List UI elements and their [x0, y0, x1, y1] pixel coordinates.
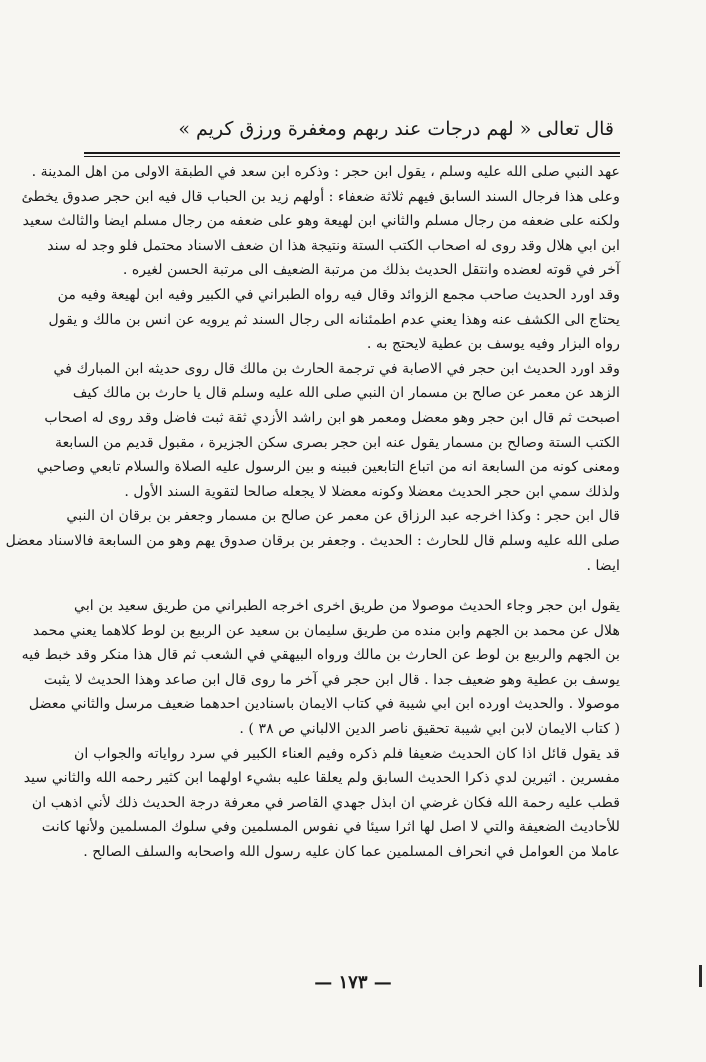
text-line: ايضا .	[586, 557, 620, 574]
text-line: موصولا . والحديث اورده ابن ابي شيبة في كتاب الايمان باسنادين احدهما ضعيف مرسل والثاني معضل	[28, 696, 620, 713]
header-rule-thin	[84, 156, 620, 157]
text-line: الكتب الستة وصالح بن مسمار يقول عنه ابن حجر بصرى سكن الجزيرة ، مقبول قديم من السابعة	[54, 434, 620, 451]
paragraph	[48, 283, 620, 357]
text-line: وقد اورد الحديث ابن حجر في الاصابة في ترجمة الحارث بن مالك قال روى حديثه ابن المبارك في	[53, 360, 620, 377]
text-line: هلال عن محمد بن الجهم وابن منده من طريق سليمان بن سعيد عن الربيع بن لوط كلاهما يعني محمد	[32, 622, 620, 639]
text-line: اصبحت ثم قال ابن حجر وهو معضل ومعمر هو ابن راشد الأزدي ثقة ثبت فاضل وقد روى له اصحاب	[44, 409, 620, 426]
text-line: قطب عليه رحمة الله فكان غرضي ان ابذل جهدي القاصر في معرفة درجة الحديث ذلك لأني اذهب ان	[31, 794, 620, 811]
text-line: ومعنى كونه من السابعة انه من اتباع التابعين فبينه و بين الرسول عليه الصلاة والسلام تابعي وصاحبي	[36, 459, 620, 476]
text-line: قال ابن حجر : وكذا اخرجه عبد الرزاق عن معمر عن صالح بن مسمار وجعفر بن برقان ان النبي	[66, 508, 620, 525]
text-line: صلى الله عليه وسلم قال للحارث : الحديث . وجعفر بن برقان صدوق يهم وهو من السابعة فالاسناد معضل	[5, 532, 620, 549]
margin-mark	[693, 965, 702, 987]
text-line: وعلى هذا فرجال السند السابق فيهم ثلاثة ضعفاء : أولهم زيد بن الحباب قال فيه ابن حجر صدوق يخطئ	[21, 188, 620, 205]
header-rule	[84, 152, 620, 154]
text-line: بن الجهم والربيع بن لوط عن الحارث بن مالك ورواه البيهقي في الشعب ثم قال هذا منكر وقد خبط فيه	[21, 647, 620, 664]
text-line: ولذلك سمي ابن حجر الحديث معضلا وكونه معضلا لا يجعله صالحا لتقوية السند الأول .	[124, 483, 620, 500]
page-number: — ١٧٣ —	[314, 972, 392, 993]
text-line: مفسرين . اثيرين لدي ذكرا الحديث السابق ولم يعلقا عليه بشيء اولهما ابن كثير رحمه الله والثاني سيد	[23, 770, 620, 787]
text-line: يحتاج الى الكشف عنه وهذا يعني عدم اطمئنانه الى رجال السند ثم يرويه عن انس بن مالك و يقول	[48, 311, 620, 328]
body-text	[5, 160, 620, 865]
paragraph	[21, 594, 620, 742]
text-line: آخر في قوته لعضده وانتقل الحديث بذلك من مرتبة الضعيف الى مرتبة الحسن لغيره .	[122, 262, 620, 279]
paragraph	[5, 504, 620, 578]
paragraph	[23, 742, 620, 865]
text-line: ولكنه على ضعفه من رجال مسلم والثاني ابن لهيعة وهو على ضعفه من رجال مسلم ايضا والثالث سعيد	[22, 213, 620, 230]
text-line: قد يقول قائل اذا كان الحديث ضعيفا فلم ذكره وفيم العناء الكبير في سرد رواياته والجواب ان	[74, 745, 620, 762]
text-line: عهد النبي صلى الله عليه وسلم ، يقول ابن حجر : وذكره ابن سعد في الطبقة الاولى من اهل المدينة .	[31, 164, 620, 180]
text-line: يوسف بن عطية وهو ضعيف جدا . قال ابن حجر في آخر ما روى قال ابن صاعد وهذا الحديث لا يثبت	[43, 671, 620, 688]
page-header: قال تعالى « لهم درجات عند ربهم ومغفرة ورزق كريم »	[178, 118, 614, 140]
text-line: الزهد عن معمر عن صالح بن مسمار ان النبي صلى الله عليه وسلم قال يا حارث بن مالك كيف	[72, 385, 620, 402]
text-line: يقول ابن حجر وجاء الحديث موصولا من طريق اخرى اخرجه الطبراني من طريق سعيد بن ابي	[74, 598, 620, 615]
text-line: وقد اورد الحديث صاحب مجمع الزوائد وقال فيه رواه الطبراني في الكبير وفيه ابن لهيعة وفيه من	[57, 286, 620, 303]
text-line: ابن ابي هلال وقد روى له اصحاب الكتب الستة ونتيجة هذا ان ضعف الاسناد محتمل فلو وجد له سند	[47, 237, 620, 254]
paragraph-gap	[74, 578, 620, 594]
paragraph	[21, 160, 620, 283]
text-line: رواه البزار وفيه يوسف بن عطية لايحتج به .	[366, 336, 620, 353]
text-line: ( كتاب الايمان لابن ابي شيبة تحقيق ناصر الدين الالباني ص ٣٨ ) .	[239, 721, 620, 738]
paragraph	[36, 357, 620, 505]
text-line: عاملا من العوامل في انحراف المسلمين عما كان عليه رسول الله واصحابه والسلف الصالح .	[83, 844, 620, 861]
text-line: للأحاديث الضعيفة والتي لا اصل لها اثرا سيئا في نفوس المسلمين وفي سلوك المسلمين ولأنها كانت	[41, 819, 620, 836]
